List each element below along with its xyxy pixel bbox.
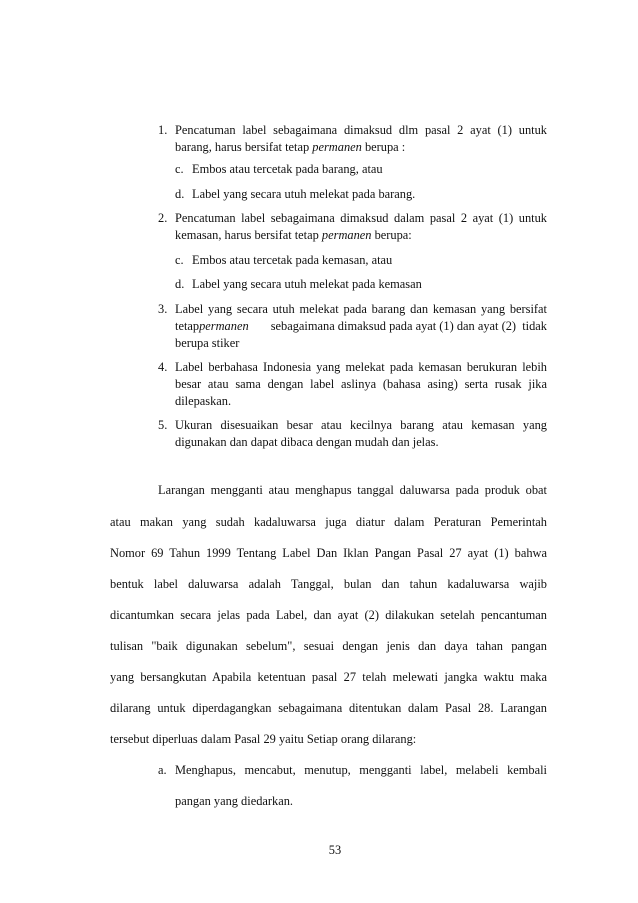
sub-item-text: Label yang secara utuh melekat pada barang. [192,187,416,201]
text-run: tetap [175,319,200,333]
sub-letter: d. [175,187,185,201]
sub-letter: d. [175,277,185,291]
paragraph-line: tersebut diperluas dalam Pasal 29 yaitu Setiap orang dilarang: [110,732,417,746]
text-run: berupa: [371,228,412,242]
text-run: berupa : [361,140,406,154]
paragraph-line: Nomor 69 Tahun 1999 Tentang Label Dan Iklan Pangan Pasal 27 ayat (1) bahwa [110,546,547,560]
list-item-line: berupa stiker [175,336,240,350]
paragraph-line: bentuk label daluwarsa adalah Tanggal, bulan dan tahun kadaluwarsa wajib [110,577,547,591]
list-item-line [175,227,412,243]
list-number: 2. [158,211,168,225]
paragraph-line: yang bersangkutan Apabila ketentuan pasal 27 telah melewati jangka waktu maka [110,670,547,684]
list-item-line: pangan yang diedarkan. [175,794,294,808]
list-item-line: Label yang secara utuh melekat pada barang dan kemasan yang bersifat [175,302,547,316]
paragraph-line: dilarang untuk diperdagangkan sebagaimana ditentukan dalam Pasal 28. Larangan [110,701,547,715]
list-item-line: digunakan dan dapat dibaca dengan mudah dan jelas. [175,435,439,449]
list-item-line [175,139,405,155]
sub-item-text: Embos atau tercetak pada kemasan, atau [192,253,393,267]
list-number: 5. [158,418,168,432]
paragraph-line: tulisan "baik digunakan sebelum", sesuai dengan jenis dan daya tahan pangan [110,639,547,653]
list-item-line: Pencatuman label sebagaimana dimaksud dlm pasal 2 ayat (1) untuk [175,123,547,137]
text-run: kemasan, harus bersifat tetap [175,228,322,242]
list-number: 3. [158,302,168,316]
list-item-line: dilepaskan. [175,394,232,408]
paragraph-line: atau makan yang sudah kadaluwarsa juga diatur dalam Peraturan Pemerintah [110,515,547,529]
list-item-line [175,318,547,334]
paragraph-line: dicantumkan secara jelas pada Label, dan ayat (2) dilakukan setelah pencantuman [110,608,547,622]
page-number: 53 [328,843,342,857]
sub-item-text: Label yang secara utuh melekat pada kemasan [192,277,422,291]
list-item-line: Ukuran disesuaikan besar atau kecilnya barang atau kemasan yang [175,418,547,432]
sub-letter: c. [175,253,184,267]
list-item-line: Label berbahasa Indonesia yang melekat pada kemasan berukuran lebih [175,360,547,374]
list-item-line: besar atau sama dengan label aslinya (bahasa asing) serta rusak jika [175,377,547,391]
italic-term: permanen [199,319,249,333]
italic-term: permanen [312,140,362,154]
list-item-line: Pencatuman label sebagaimana dimaksud dalam pasal 2 ayat (1) untuk [175,211,547,225]
list-letter: a. [158,763,167,777]
text-run: barang, harus bersifat tetap [175,140,313,154]
list-item-line: Menghapus, mencabut, menutup, mengganti label, melabeli kembali [175,763,547,777]
list-number: 4. [158,360,168,374]
list-number: 1. [158,123,168,137]
text-run: sebagaimana dimaksud pada ayat (1) dan ayat (2) tidak [267,319,547,333]
sub-item-text: Embos atau tercetak pada barang, atau [192,162,383,176]
paragraph-line: Larangan mengganti atau menghapus tanggal daluwarsa pada produk obat [158,483,547,497]
sub-letter: c. [175,162,184,176]
italic-term: permanen [321,228,372,242]
